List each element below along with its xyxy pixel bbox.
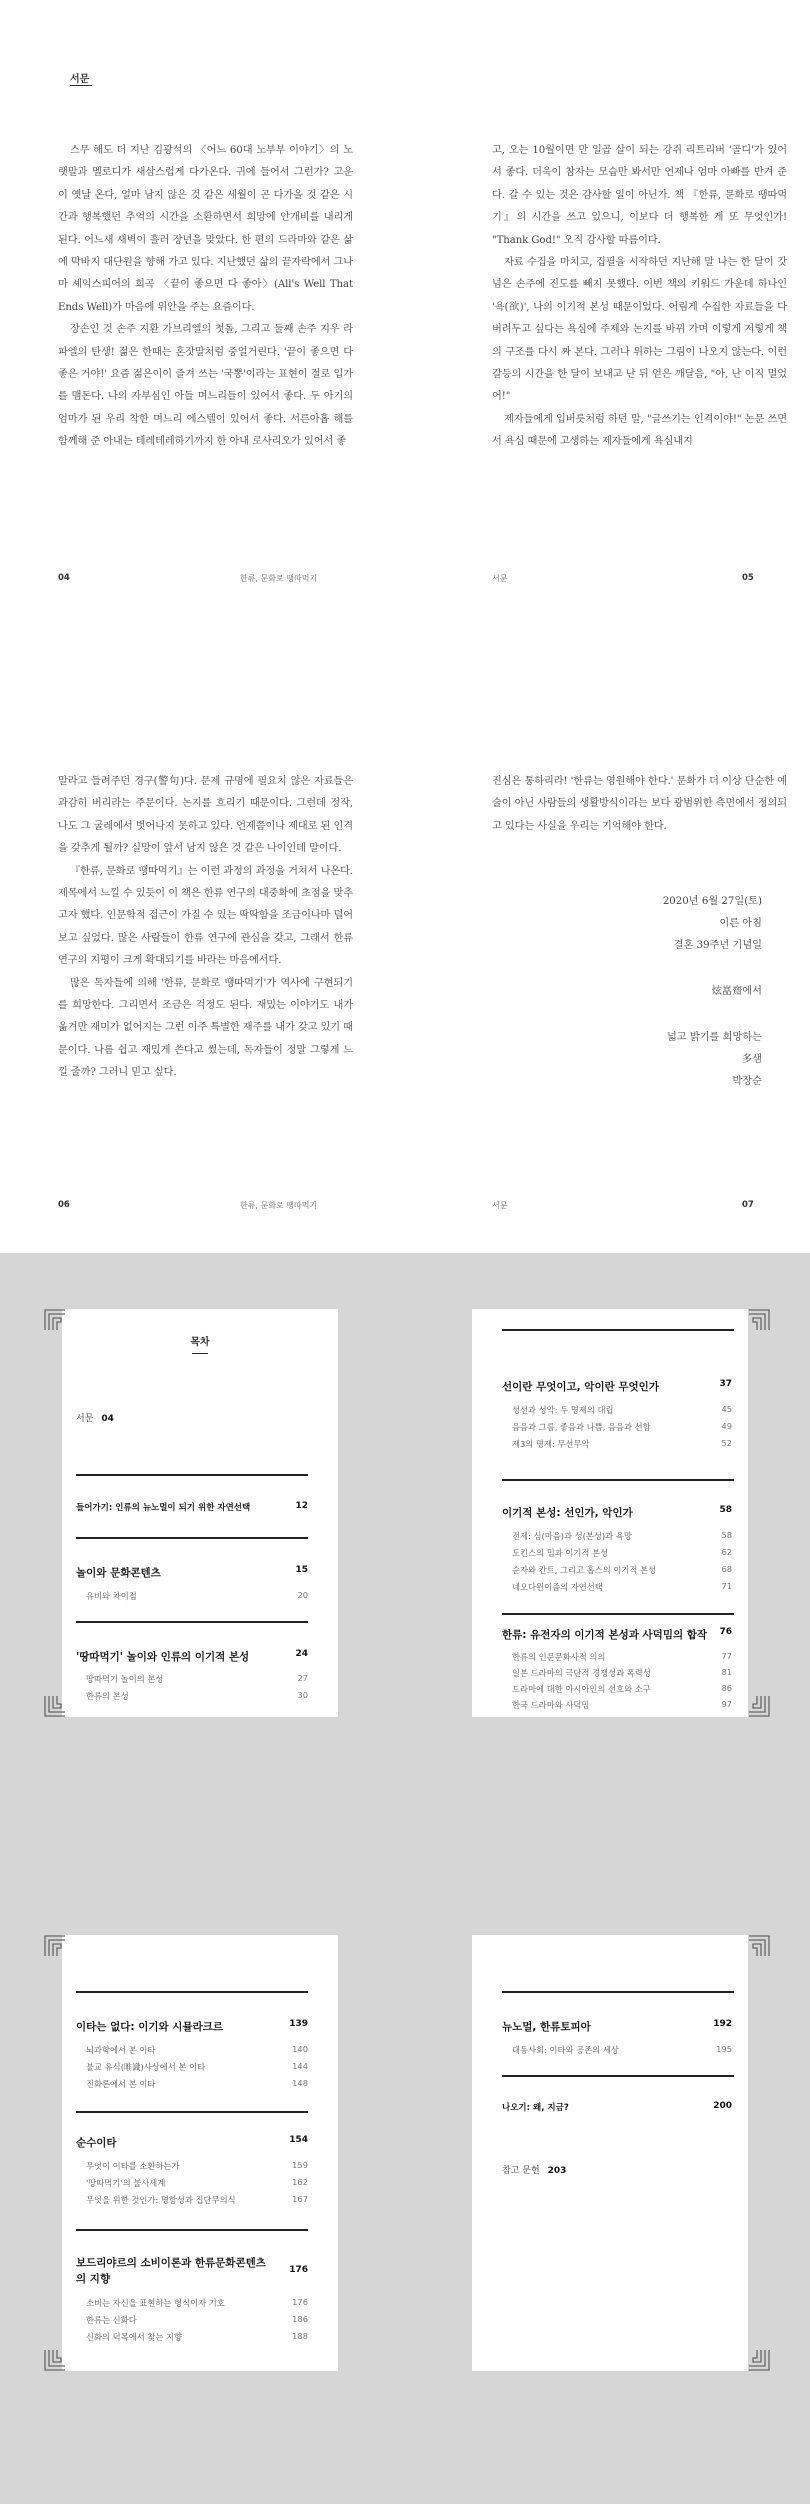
toc-subsection: 땅따먹기 놀이의 본성	[86, 1674, 164, 1684]
toc-subsection: 한류의 인문문화사적 의의	[512, 1652, 606, 1662]
greek-key-corner-icon	[44, 1935, 66, 1957]
toc-subsection-page: 148	[292, 2078, 308, 2088]
toc-subsection-page: 167	[292, 2194, 308, 2204]
toc-chapter-page: 12	[295, 1501, 308, 1511]
toc-subsection-page: 49	[721, 1421, 732, 1431]
toc-subsection-page: 97	[721, 1699, 732, 1709]
toc-chapter: 들어가기: 인류의 뉴노멀이 되기 위한 자연선택	[76, 1503, 251, 1513]
toc-subsection: 성선과 성악: 두 명제의 대립	[512, 1405, 614, 1415]
toc-subsection-page: 62	[721, 1547, 732, 1557]
paragraph: 스무 해도 더 지난 김광석의 〈어느 60대 노부부 이야기〉의 노랫말과 멜로디가 새삼스럽게 다가온다. 귀에 들어서 그런가? 고운 이 옛날 온다, 얼마 남지 않은 것 같은 세월이 곤 다가올 것 같은 시간과 행복했던 추억의 시간을 소환하면서 희망에 안개비를 내리게 된다. 어느새 새벽이 흘러 장년을 맞았다. 한 편의 드라마와 같은 삶에 막바지 대단원을 향해 가고 있다. 지난했던 삶의 끝자락에서 그나마 셰익스피어의 희곡 〈끝이 좋으면 다 좋아〉(All's Well That Ends Well)가 마음에 위안을 주는 요즘이다.	[58, 145, 353, 313]
page-number-07: 07	[742, 1200, 754, 1210]
toc-chapter: 순수이타	[76, 2137, 117, 2149]
page-04-body	[58, 140, 353, 454]
toc-subsection: 한류의 본성	[86, 1691, 129, 1701]
toc-rule	[502, 1329, 734, 1331]
toc-chapter: 이타는 없다: 이기와 시뮬라크르	[76, 2021, 224, 2033]
running-footer-book-title: 한류, 문화로 땡따먹기	[240, 574, 318, 583]
toc-chapter: 뉴노멀, 한류토피아	[502, 2021, 591, 2033]
page-06-body	[58, 771, 353, 1085]
toc-chapter: 한류: 유전자의 이기적 본성과 사덕밈의 합작	[502, 1629, 708, 1641]
page-number-05: 05	[742, 573, 754, 583]
paragraph: 『한류, 문화로 땡따먹기』는 이런 과정의 과정을 거쳐서 나온다. 제목에서 느낄 수 있듯이 이 책은 한류 연구의 대중화에 초점을 맞추고자 했다. 인문학적 접근이 가질 수 있는 딱딱함을 조금이나마 덜어 보고 싶었다. 많은 사람들이 한류 연구에 관심을 갖고, 그래서 한류 연구의 지평이 크게 확대되기를 바라는 마음에서다.	[58, 865, 353, 967]
paragraph: 자료 수집을 마치고, 집필을 시작하던 지난해 말 나는 한 달이 갓 넘은 손주에 진도를 빼지 못했다. 이번 책의 키워드 가운데 하나인 '욕(欲)', 나의 이기적 본성 때문이었다. 어림게 수집한 자료들을 다 버려두고 싶다는 욕심에 주제와 논지를 바뀌 가며 이렇게 저렇게 책의 구조를 다시 짜 본다. 그러나 위하는 그림이 나오지 않는다. 이런 갈등의 시간을 한 달이 보내고 난 뒤 얻은 깨달음, "아, 난 이직 멀었어!"	[492, 257, 787, 403]
toc-subsection: 한국 드라마와 사덕밈	[512, 1700, 590, 1710]
toc-chapter: '땅따먹기' 놀이와 인류의 이기적 본성	[76, 1651, 250, 1663]
toc-references-label: 참고 문헌	[502, 2166, 540, 2176]
paragraph: 진심은 통하리라! '한류는 영원해야 한다.' 문화가 더 이상 단순한 예술이 아닌 사람들의 생활방식이라는 보다 광범위한 측면에서 정의되고 있다는 사실을 우리는 기억해야 한다.	[492, 776, 787, 832]
toc-spread-background	[0, 1253, 810, 2504]
toc-chapter-page: 24	[295, 1649, 308, 1659]
toc-subsection-page: 162	[292, 2177, 308, 2187]
toc-chapter: 선이란 무엇이고, 악이란 무엇인가	[502, 1381, 659, 1393]
paragraph: 말라고 들려주던 경구(警句)다. 문제 규명에 필요치 않은 자료들은 과감히 버리라는 주문이다. 논지를 흐리기 때문이다. 그런데 정작, 나도 그 굴레에서 벗어나지 못하고 있다. 언제쯤이나 제대로 된 인격을 갖추게 될까? 실망이 앞서 남지 않은 것 같은 나이인데 말이다.	[58, 776, 353, 855]
signature-line-1: 넓고 밝기를 희망하는	[666, 1032, 762, 1043]
toc-rule	[76, 2111, 308, 2113]
toc-preface-label: 서문	[76, 1414, 94, 1424]
toc-subsection-page: 58	[721, 1530, 732, 1540]
toc-rule	[76, 1474, 308, 1476]
page-05-body	[492, 140, 787, 454]
spread-pages-06-07	[0, 626, 810, 1253]
signature-line-2: 多샘	[741, 1054, 762, 1065]
toc-rule	[502, 1479, 734, 1481]
page-number-06: 06	[58, 1200, 70, 1210]
toc-subsection-page: 144	[292, 2061, 308, 2071]
toc-chapter-page: 76	[719, 1627, 732, 1637]
toc-chapter-page: 154	[289, 2135, 308, 2145]
toc-chapter: 이기적 본성: 선인가, 악인가	[502, 1507, 633, 1519]
toc-subsection: 진화론에서 본 이타	[86, 2079, 156, 2089]
toc-chapter: 나오기: 왜, 지금?	[502, 2103, 569, 2113]
toc-subsection-page: 159	[292, 2160, 308, 2170]
toc-rule	[502, 2075, 734, 2077]
page-07-body	[492, 771, 787, 838]
toc-chapter-page: 139	[289, 2019, 308, 2029]
toc-subsection-page: 68	[721, 1564, 732, 1574]
signature-occasion-1: 이른 아침	[719, 918, 762, 929]
toc-references-page: 203	[547, 2166, 567, 2176]
toc-preface-page: 04	[101, 1414, 114, 1424]
greek-key-corner-icon	[44, 1309, 66, 1331]
toc-rule	[76, 1537, 308, 1539]
toc-subsection-page: 45	[721, 1404, 732, 1414]
toc-chapter: 보드리야르의 소비이론과 한류문화콘텐츠의 지향	[76, 2257, 266, 2285]
toc-rule	[502, 1991, 734, 1993]
toc-rule	[76, 1991, 308, 1993]
running-footer-section: 서문	[492, 574, 508, 583]
toc-subsection-page: 176	[292, 2297, 308, 2307]
toc-subsection-page: 20	[297, 1590, 308, 1600]
toc-subsection: '땅따먹기'의 불사세계	[86, 2178, 166, 2188]
toc-subsection-page: 30	[297, 1690, 308, 1700]
greek-key-corner-icon	[748, 1695, 770, 1717]
toc-rule	[502, 1613, 734, 1615]
toc-chapter-page: 37	[719, 1379, 732, 1389]
greek-key-corner-icon	[748, 1935, 770, 1957]
toc-page-2	[472, 1309, 748, 1717]
toc-chapter-page: 58	[719, 1505, 732, 1515]
toc-subsection: 뇌과학에서 본 이타	[86, 2045, 156, 2055]
toc-subsection: 한류는 신화다	[86, 2315, 137, 2325]
paragraph: 고, 오는 10월이면 만 일곱 살이 되는 강쥐 리트리버 '골디'가 있어서 좋다. 더욱이 참자는 모습만 봐서만 언제나 엄마 아빠를 반겨 준다. 갈 수 있는 것은 감사할 일이 아닌가. 책 『한류, 문화로 땡따먹기』의 시간을 쓰고 있으니, 이보다 더 행복한 게 또 무엇인가! "Thank God!" 오직 감사할 따름이다.	[492, 145, 787, 246]
toc-subsection: 유비와 차이점	[86, 1591, 137, 1601]
signature-date: 2020년 6월 27일(토)	[662, 896, 762, 907]
toc-subsection-page: 81	[721, 1667, 732, 1677]
toc-subsection: 순자와 칸트, 그리고 홉스의 이기적 본성	[512, 1565, 657, 1575]
greek-key-corner-icon	[44, 2349, 66, 2371]
section-tag: 서문	[70, 70, 89, 85]
toc-chapter-page: 200	[713, 2101, 732, 2111]
toc-subsection-page: 27	[297, 1673, 308, 1683]
toc-page-1	[62, 1309, 338, 1717]
toc-page-4	[472, 1935, 748, 2371]
toc-chapter: 놀이와 문화콘텐츠	[76, 1567, 161, 1579]
toc-subsection: 대동사회: 이타와 공존의 세상	[512, 2045, 619, 2055]
toc-subsection: 제3의 명제: 무선무악	[512, 1439, 590, 1449]
toc-chapter-page: 192	[713, 2019, 732, 2029]
toc-subsection-page: 188	[292, 2331, 308, 2341]
toc-page-3	[62, 1935, 338, 2371]
toc-subsection-page: 77	[721, 1651, 732, 1661]
greek-key-corner-icon	[44, 1695, 66, 1717]
toc-title: 목차	[62, 1333, 338, 1354]
toc-subsection-page: 140	[292, 2044, 308, 2054]
paragraph: 장손인 것 손주 지환 가브리엘의 첫돌, 그리고 둘째 손주 지우 라파엘의 탄생! 젊은 한때는 혼잣말처럼 중얼거린다. '끝이 좋으면 다 좋은 거야!' 요즘 젊은이이 즐겨 쓰는 '국뽕'이라는 표현이 절로 입가를 맴돈다. 나의 자부심인 아들 며느리들이 있어서 좋다. 두 아기의 엄마가 된 우리 착한 며느리 에스텔이 있어서 좋다. 서른아홉 해를 함께해 준 아내는 테레테레하기까지 한 아내 로사리오가 있어서 좋	[58, 324, 353, 448]
spread-pages-04-05	[0, 0, 810, 626]
toc-subsection-page: 86	[721, 1683, 732, 1693]
toc-subsection: 도킨스의 밈과 이기적 본성	[512, 1548, 609, 1558]
toc-rule	[76, 2229, 308, 2231]
toc-subsection-page: 52	[721, 1438, 732, 1448]
paragraph: 제자들에게 입버릇처럼 하던 말, "글쓰기는 인격이야!" 논문 쓰면서 욕심 때문에 고생하는 제자들에게 욕심내지	[492, 413, 787, 448]
toc-subsection-page: 186	[292, 2314, 308, 2324]
toc-chapter-page: 176	[289, 2265, 308, 2275]
page-number-04: 04	[58, 573, 70, 583]
toc-references	[502, 2163, 566, 2176]
toc-subsection: 무엇이 이타를 소환하는가	[86, 2161, 180, 2171]
toc-subsection: 음음과 그름, 좋음과 나쁨, 음음과 선함	[512, 1422, 651, 1432]
toc-subsection: 전제: 심(마음)과 성(본성)과 욕망	[512, 1531, 632, 1541]
signature-occasion-2: 결혼 39주년 기념일	[673, 940, 762, 951]
greek-key-corner-icon	[748, 1309, 770, 1331]
running-footer-book-title: 한류, 문화로 땡따먹기	[240, 1201, 318, 1210]
toc-subsection: 일본 드라마의 극단적 경쟁성과 폭력성	[512, 1668, 651, 1678]
toc-subsection-page: 71	[721, 1581, 732, 1591]
toc-rule	[76, 1621, 308, 1623]
toc-preface	[76, 1411, 114, 1424]
paragraph: 많은 독자들에 의해 '한류, 문화로 땡따먹기'가 역사에 구현되기를 희망한다. 그리면서 조금은 걱정도 된다. 재밌는 이야기도 내가 옮겨만 재미가 없어지는 그런 이주 특별한 재주를 내가 갖고 있기 때문이다. 나름 쉽고 재밌게 쓴다고 썼는데, 독자들이 정말 그렇게 느낄 줄까? 그러니 믿고 싶다.	[58, 977, 353, 1079]
greek-key-corner-icon	[748, 2349, 770, 2371]
toc-subsection: 소비는 자신을 표현하는 형식이자 기호	[86, 2298, 225, 2308]
toc-subsection: 드라마에 대한 아시아인의 선호와 소구	[512, 1684, 651, 1694]
signature-place: 炫嵓齋에서	[711, 986, 762, 997]
signature-author: 박장순	[732, 1076, 762, 1087]
toc-chapter-page: 15	[295, 1565, 308, 1575]
toc-subsection: 무엇을 위한 것인가: 명함성과 집단무의식	[86, 2195, 236, 2205]
running-footer-section: 서문	[492, 1201, 508, 1210]
toc-subsection: 네오다윈이즘의 자연선택	[512, 1582, 603, 1592]
toc-subsection: 신화의 덕목에서 찾는 지향	[86, 2332, 183, 2342]
toc-subsection: 불교 유식(唯識)사상에서 본 이타	[86, 2062, 206, 2072]
toc-subsection-page: 195	[716, 2044, 732, 2054]
